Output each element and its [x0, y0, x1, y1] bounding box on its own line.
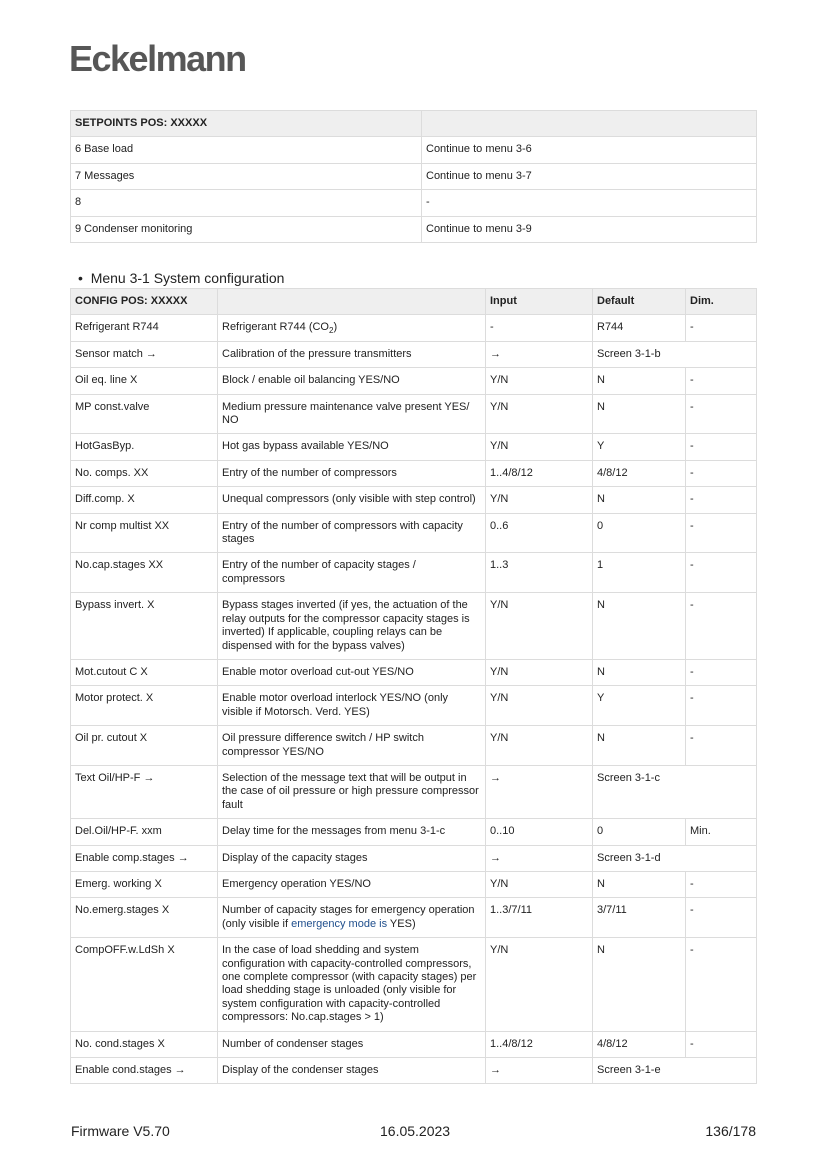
parameter-name: Diff.comp. X [71, 487, 218, 513]
parameter-input: → [486, 1058, 593, 1084]
parameter-name: Oil pr. cutout X [71, 726, 218, 766]
parameter-input: Y/N [486, 659, 593, 685]
parameter-default: N [593, 487, 686, 513]
parameter-dimension: Min. [686, 819, 757, 845]
table-row [71, 460, 757, 486]
parameter-input: 0..10 [486, 819, 593, 845]
parameter-description: Enable motor overload cut-out YES/NO [218, 659, 486, 685]
parameter-name: No. cond.stages X [71, 1031, 218, 1057]
table-row [71, 394, 757, 434]
parameter-default: 0 [593, 819, 686, 845]
parameter-name: Refrigerant R744 [71, 315, 218, 341]
parameter-description: Calibration of the pressure transmitters [218, 341, 486, 367]
parameter-name: Motor protect. X [71, 686, 218, 726]
table-row [71, 315, 757, 341]
parameter-input: → [486, 845, 593, 871]
parameter-name: No. comps. XX [71, 460, 218, 486]
parameter-default: 3/7/11 [593, 898, 686, 938]
description-text: ) [333, 321, 338, 334]
parameter-default: N [593, 871, 686, 897]
description-text: Number of capacity stages for emergency operation (only visible if [222, 904, 475, 930]
table-row [71, 1058, 757, 1084]
parameter-dimension: - [686, 659, 757, 685]
parameter-default: N [593, 394, 686, 434]
header-cell [422, 111, 757, 137]
parameter-name: Oil eq. line X [71, 368, 218, 394]
parameter-name: Text Oil/HP-F → [71, 765, 218, 818]
footer-date: 16.05.2023 [380, 1123, 451, 1139]
table-row [71, 368, 757, 394]
parameter-default: R744 [593, 315, 686, 341]
table-cell: 8 [71, 190, 422, 216]
parameter-dimension: - [686, 315, 757, 341]
table-row [71, 871, 757, 897]
setpoints-table [70, 110, 757, 243]
table-row [71, 686, 757, 726]
table-row [71, 513, 757, 553]
parameter-default: 4/8/12 [593, 460, 686, 486]
parameter-description: Hot gas bypass available YES/NO [218, 434, 486, 460]
parameter-input: → [486, 765, 593, 818]
parameter-input: → [486, 341, 593, 367]
parameter-input: Y/N [486, 487, 593, 513]
parameter-name: No.emerg.stages X [71, 898, 218, 938]
table-cell: - [422, 190, 757, 216]
table-row [71, 341, 757, 367]
parameter-name: Mot.cutout C X [71, 659, 218, 685]
table-row [71, 137, 757, 163]
parameter-dimension: - [686, 460, 757, 486]
parameter-default: N [593, 726, 686, 766]
parameter-input: 1..4/8/12 [486, 1031, 593, 1057]
parameter-description: Selection of the message text that will be output in the case of oil pressure or high pressure compressor fault [218, 765, 486, 818]
parameter-input: Y/N [486, 726, 593, 766]
parameter-input: Y/N [486, 368, 593, 394]
parameter-default: N [593, 593, 686, 660]
table-header-row [71, 289, 757, 315]
table-cell: Continue to menu 3-6 [422, 137, 757, 163]
table-row [71, 845, 757, 871]
parameter-dimension: - [686, 368, 757, 394]
parameter-dimension: - [686, 1031, 757, 1057]
parameter-default: N [593, 938, 686, 1031]
description-link[interactable]: emergency mode is [291, 917, 388, 930]
parameter-default: Y [593, 686, 686, 726]
table-row [71, 593, 757, 660]
table-cell: Continue to menu 3-9 [422, 216, 757, 242]
parameter-dimension: - [686, 898, 757, 938]
parameter-input: - [486, 315, 593, 341]
parameter-name: Emerg. working X [71, 871, 218, 897]
parameter-default: Screen 3-1-e [593, 1058, 757, 1084]
parameter-description: Emergency operation YES/NO [218, 871, 486, 897]
parameter-dimension: - [686, 553, 757, 593]
parameter-dimension: - [686, 726, 757, 766]
parameter-default: N [593, 368, 686, 394]
parameter-input: 1..3 [486, 553, 593, 593]
parameter-description [218, 315, 486, 341]
section-title: • Menu 3-1 System configuration [78, 270, 285, 286]
parameter-description: Display of the capacity stages [218, 845, 486, 871]
parameter-dimension: - [686, 434, 757, 460]
table-cell: 6 Base load [71, 137, 422, 163]
parameter-description: Enable motor overload interlock YES/NO (only visible if Motorsch. Verd. YES) [218, 686, 486, 726]
parameter-dimension: - [686, 871, 757, 897]
parameter-name: MP const.valve [71, 394, 218, 434]
parameter-description: Oil pressure difference switch / HP switch compressor YES/NO [218, 726, 486, 766]
footer-firmware: Firmware V5.70 [71, 1123, 170, 1139]
table-row [71, 190, 757, 216]
table-row [71, 1031, 757, 1057]
footer-page-number: 136/178 [705, 1123, 756, 1139]
table-row [71, 765, 757, 818]
parameter-name: Sensor match → [71, 341, 218, 367]
parameter-description: Bypass stages inverted (if yes, the actuation of the relay outputs for the compressor capacity stages is inverted) If applicable, coupling relays can be dispensed with for the bypass valves) [218, 593, 486, 660]
parameter-description: Delay time for the messages from menu 3-1-c [218, 819, 486, 845]
table-cell: Continue to menu 3-7 [422, 163, 757, 189]
parameter-dimension: - [686, 513, 757, 553]
table-row [71, 898, 757, 938]
header-cell: CONFIG POS: XXXXX [71, 289, 218, 315]
parameter-input: Y/N [486, 686, 593, 726]
table-row [71, 434, 757, 460]
header-cell: SETPOINTS POS: XXXXX [71, 111, 422, 137]
parameter-description: Number of condenser stages [218, 1031, 486, 1057]
parameter-description: Unequal compressors (only visible with step control) [218, 487, 486, 513]
table-row [71, 819, 757, 845]
table-row [71, 216, 757, 242]
table-row [71, 553, 757, 593]
parameter-input: Y/N [486, 938, 593, 1031]
parameter-input: 0..6 [486, 513, 593, 553]
parameter-description [218, 898, 486, 938]
parameter-default: 1 [593, 553, 686, 593]
parameter-input: Y/N [486, 593, 593, 660]
description-text: Refrigerant R744 (CO [222, 321, 329, 334]
header-cell: Dim. [686, 289, 757, 315]
parameter-description: Block / enable oil balancing YES/NO [218, 368, 486, 394]
parameter-name: HotGasByp. [71, 434, 218, 460]
parameter-dimension: - [686, 487, 757, 513]
parameter-name: Bypass invert. X [71, 593, 218, 660]
parameter-name: Enable cond.stages → [71, 1058, 218, 1084]
parameter-input: Y/N [486, 434, 593, 460]
parameter-name: Enable comp.stages → [71, 845, 218, 871]
header-cell [218, 289, 486, 315]
parameter-default: 0 [593, 513, 686, 553]
parameter-description: Entry of the number of compressors [218, 460, 486, 486]
parameter-input: 1..3/7/11 [486, 898, 593, 938]
parameter-description: Medium pressure maintenance valve present YES/ NO [218, 394, 486, 434]
table-cell: 9 Condenser monitoring [71, 216, 422, 242]
header-cell: Input [486, 289, 593, 315]
parameter-dimension: - [686, 938, 757, 1031]
table-row [71, 163, 757, 189]
parameter-input: Y/N [486, 871, 593, 897]
description-text: YES) [387, 917, 416, 930]
parameter-name: No.cap.stages XX [71, 553, 218, 593]
parameter-default: Screen 3-1-b [593, 341, 757, 367]
table-row [71, 726, 757, 766]
parameter-name: CompOFF.w.LdSh X [71, 938, 218, 1031]
parameter-name: Nr comp multist XX [71, 513, 218, 553]
section-title-text: Menu 3-1 System configuration [90, 270, 285, 286]
parameter-default: Screen 3-1-d [593, 845, 757, 871]
parameter-default: Y [593, 434, 686, 460]
parameter-dimension: - [686, 593, 757, 660]
parameter-default: 4/8/12 [593, 1031, 686, 1057]
header-cell: Default [593, 289, 686, 315]
config-table [70, 288, 757, 1084]
description-text: 2 [329, 326, 334, 336]
parameter-description: Display of the condenser stages [218, 1058, 486, 1084]
parameter-default: N [593, 659, 686, 685]
table-cell: 7 Messages [71, 163, 422, 189]
table-row [71, 659, 757, 685]
table-row [71, 938, 757, 1031]
parameter-description: Entry of the number of capacity stages / compressors [218, 553, 486, 593]
parameter-description: Entry of the number of compressors with capacity stages [218, 513, 486, 553]
parameter-input: Y/N [486, 394, 593, 434]
parameter-default: Screen 3-1-c [593, 765, 757, 818]
parameter-name: Del.Oil/HP-F. xxm [71, 819, 218, 845]
parameter-dimension: - [686, 394, 757, 434]
parameter-dimension: - [686, 686, 757, 726]
table-header-row [71, 111, 757, 137]
parameter-input: 1..4/8/12 [486, 460, 593, 486]
table-row [71, 487, 757, 513]
parameter-description: In the case of load shedding and system configuration with capacity-controlled compressors, one complete compressor (with capacity stages) per load shedding stage is unloaded (only visible for system configuration with capacity-controlled compressors: No.cap.stages > 1) [218, 938, 486, 1031]
eckelmann-logo: Eckelmann [69, 38, 246, 79]
